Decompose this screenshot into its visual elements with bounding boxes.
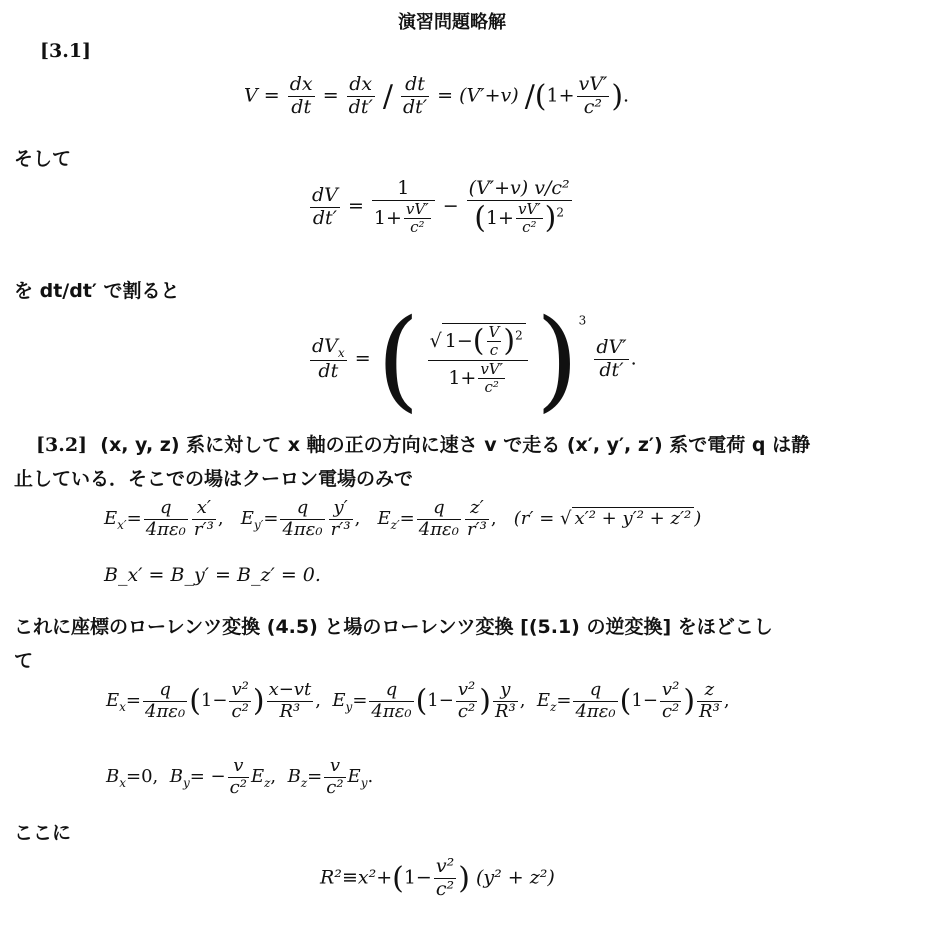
equation-dv-dt: $\frac{dV}{dt'}$ = 1 1+ $\frac{vV'}{\text{c²}}$ − (V′+v) v/c² (1+ $\frac{vV'}{\text{c²}}$ )$^2$ bbox=[312, 177, 570, 237]
problem-label-3-2: [3.2] bbox=[36, 434, 88, 456]
equation-coulomb-field: $E_{x'}=$ $\frac{q}{\text{4πε₀}}$ $\frac{x'}{\text{r′³}}$ , $E_{y'}=$ $\frac{q}{\text{4πε₀}}$ $\frac{y'}{\text{r′³}}$ , $E_{z'}=$ $\frac{q}{\text{4πε₀}}$ $\frac{z'}{\text{r′³}}$ , (r′ = √ x′² + y′² + z′² ) bbox=[104, 497, 702, 540]
equation-transformed-b: $B_x=0$, $B_y=$ − $\frac{v}{\text{c²}}$ $E_z$, $B_z=$ $\frac{v}{\text{c²}}$ $E_y$. bbox=[106, 755, 374, 798]
page-title: 演習問題略解 bbox=[398, 12, 506, 33]
problem-3-2-line1: [3.2] (x, y, z) 系に対して x 軸の正の方向に速さ v で走る (x′, y′, z′) 系で電荷 q は静 bbox=[36, 434, 811, 456]
text-soshite: そして bbox=[14, 148, 72, 170]
equation-velocity: V = $\frac{dx}{dt}$ = $\frac{dx}{dt'}$ / $\frac{dt}{dt'}$ = (V′+v) /(1+ $\frac{vV'}{\text{c²}}$ ). bbox=[244, 73, 630, 118]
problem-3-2-line4: て bbox=[14, 650, 34, 672]
text-divide: を dt/dt′ で割ると bbox=[14, 280, 180, 302]
problem-label-3-1: [3.1] bbox=[40, 40, 92, 62]
problem-3-2-line3: これに座標のローレンツ変換 (4.5) と場のローレンツ変換 [(5.1) の逆変換] をほどこし bbox=[14, 616, 773, 638]
equation-transformed-e: $E_x=$ $\frac{q}{\text{4πε₀}}$ (1− $\frac{\text{v²}}{\text{c²}}$ ) $\frac{x-vt}{\text{R³}}$ , $E_y=$ $\frac{q}{\text{4πε₀}}$ (1− $\frac{\text{v²}}{\text{c²}}$ ) $\frac{y}{\text{R³}}$ , $E_z=$ $\frac{q}{\text{4πε₀}}$ (1− $\frac{\text{v²}}{\text{c²}}$ ) $\frac{z}{\text{R³}}$ , bbox=[106, 679, 730, 722]
equation-b-zero: B_x′ = B_y′ = B_z′ = 0. bbox=[104, 564, 321, 586]
equation-dvx-dt: $\frac{dV_x}{dt}$ = ( √ 1−( $\frac{V}{c}$ )$^2$ 1+ $\frac{vV'}{\text{c²}}$ )$^3$ $\frac{dV'}{dt'}$ . bbox=[312, 295, 637, 423]
text-kokoni: ここに bbox=[14, 822, 72, 844]
problem-3-2-line2: 止している．そこでの場はクーロン電場のみで bbox=[14, 468, 414, 490]
equation-r-squared: R²≡x²+(1− $\frac{\text{v²}}{\text{c²}}$ ) (y² + z²) bbox=[320, 855, 555, 900]
